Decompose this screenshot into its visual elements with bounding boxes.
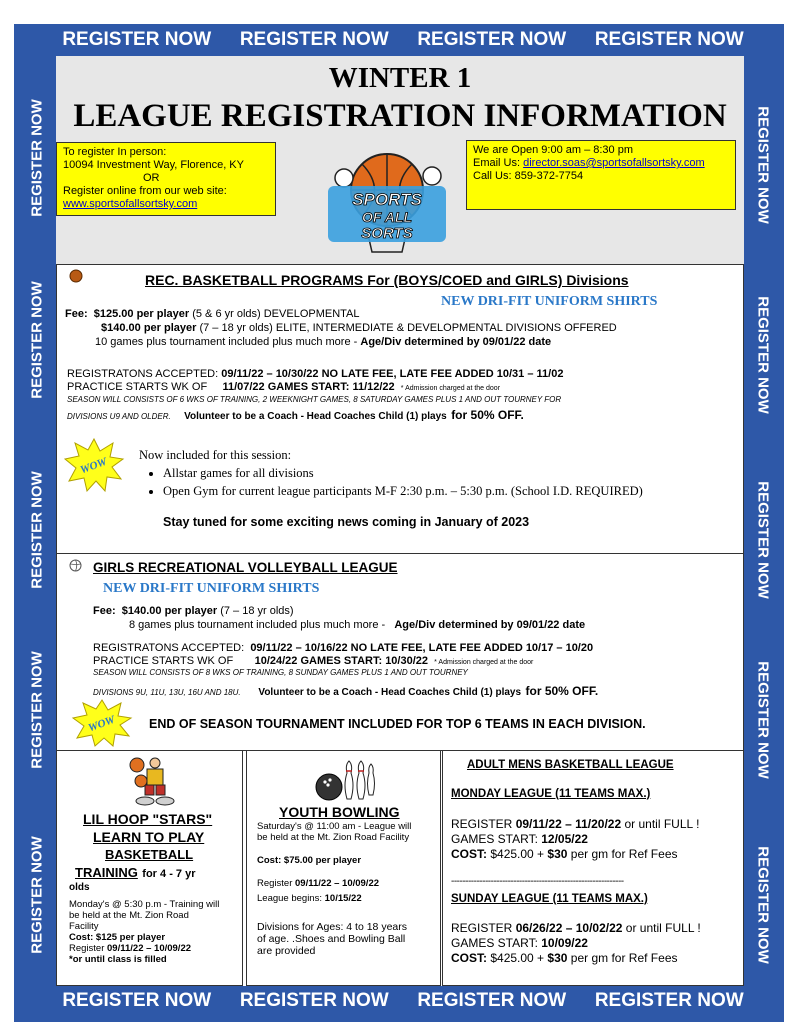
wow-burst-icon bbox=[63, 437, 125, 493]
volleyball-section bbox=[56, 553, 744, 751]
register-now-text: REGISTER NOW bbox=[754, 846, 772, 964]
monday-register-rest: or until FULL ! bbox=[624, 817, 700, 831]
monday-games-label: GAMES START: bbox=[451, 832, 538, 846]
reg-dates: 09/11/22 – 10/16/22 NO LATE FEE, LATE FEE ADDED 10/17 – 10/20 bbox=[250, 642, 594, 654]
title-line-2: LEAGUE REGISTRATION INFORMATION bbox=[73, 98, 727, 134]
fee-2-amount: $140.00 per player bbox=[101, 322, 197, 334]
fee-label: Fee: bbox=[93, 605, 116, 617]
register-now-text: REGISTER NOW bbox=[62, 990, 212, 1011]
volleyball-shirts: NEW DRI-FIT UNIFORM SHIRTS bbox=[103, 581, 320, 596]
fee-2-rest: (7 – 18 yr olds) ELITE, INTERMEDIATE & DEVELOPMENTAL DIVISIONS OFFERED bbox=[199, 322, 617, 334]
lil-hoop-ages-2: olds bbox=[69, 882, 90, 893]
lil-hoop-title-4-line bbox=[75, 864, 195, 882]
fee-label: Fee: bbox=[65, 308, 88, 320]
included-item: • Open Gym for current league participants M-F 2:30 p.m. – 5:30 p.m. (School I.D. REQUIRED) bbox=[163, 482, 643, 500]
register-now-text: REGISTER NOW bbox=[239, 29, 389, 50]
address: 10094 Investment Way, Florence, KY bbox=[63, 159, 244, 171]
flyer-body bbox=[56, 56, 744, 986]
games-note: 8 games plus tournament included plus much more - bbox=[129, 619, 386, 631]
basketball-shirts: NEW DRI-FIT UNIFORM SHIRTS bbox=[441, 294, 658, 309]
ref-rest: per gm for Ref Fees bbox=[570, 951, 678, 965]
cost-label: COST: bbox=[451, 847, 487, 861]
register-now-text: REGISTER NOW bbox=[754, 481, 772, 599]
register-now-text: REGISTER NOW bbox=[417, 29, 567, 50]
bowling-register-line bbox=[257, 878, 411, 889]
lil-hoop-register-dates: 09/11/22 – 10/09/22 bbox=[107, 943, 192, 954]
monday-cost-line bbox=[451, 847, 699, 862]
register-now-text: REGISTER NOW bbox=[28, 99, 46, 217]
cost-amount: $425.00 + bbox=[490, 847, 545, 861]
discount-text: for 50% OFF. bbox=[525, 684, 599, 698]
header bbox=[56, 56, 744, 266]
register-now-text: REGISTER NOW bbox=[594, 29, 744, 50]
practice-dates: 10/24/22 GAMES START: 10/30/22 bbox=[254, 655, 429, 667]
register-now-text: REGISTER NOW bbox=[28, 471, 46, 589]
in-person-line: To register In person: bbox=[63, 146, 167, 158]
reg-label: REGISTRATONS ACCEPTED: bbox=[67, 368, 219, 380]
volleyball-registration-line bbox=[93, 642, 593, 654]
included-intro: Now included for this session: bbox=[139, 448, 292, 462]
register-now-text: REGISTER NOW bbox=[594, 990, 744, 1011]
monday-register-dates: 09/11/22 – 11/20/22 bbox=[515, 817, 622, 831]
logo-text-1: SPORTS bbox=[352, 190, 422, 209]
cost-label: COST: bbox=[451, 951, 487, 965]
kid-basketball-icon bbox=[115, 755, 179, 807]
adult-divider: ------------------------------------------------------------- bbox=[451, 876, 624, 887]
phone-line bbox=[473, 170, 729, 183]
register-now-text: REGISTER NOW bbox=[417, 990, 567, 1011]
age-div: Age/Div determined by 09/01/22 date bbox=[394, 619, 586, 631]
monday-heading: MONDAY LEAGUE (11 TEAMS MAX.) bbox=[451, 788, 651, 800]
adult-league-box bbox=[442, 750, 744, 986]
call-label: Call Us: bbox=[473, 170, 512, 182]
register-now-text: REGISTER NOW bbox=[28, 651, 46, 769]
bowling-cost: Cost: $75.00 per player bbox=[257, 855, 362, 866]
email-link[interactable]: director.soas@sportsofallsortsky.com bbox=[523, 157, 705, 169]
reg-label: REGISTRATONS ACCEPTED: bbox=[93, 642, 245, 654]
lil-hoop-details bbox=[69, 899, 219, 965]
bowling-icon bbox=[309, 755, 377, 803]
season-line-2 bbox=[93, 682, 598, 700]
sunday-games-label: GAMES START: bbox=[451, 936, 538, 950]
register-now-text: REGISTER NOW bbox=[62, 29, 212, 50]
bowling-begins-date: 10/15/22 bbox=[324, 893, 362, 904]
stay-tuned: Stay tuned for some exciting news coming in January of 2023 bbox=[163, 515, 530, 529]
registration-line bbox=[67, 368, 563, 380]
lil-hoop-register-line bbox=[69, 943, 219, 954]
sunday-cost-line bbox=[451, 951, 701, 966]
sunday-games-date: 10/09/22 bbox=[541, 936, 588, 950]
bowling-begins-line bbox=[257, 893, 411, 904]
monday-register-line bbox=[451, 817, 699, 832]
included-list bbox=[141, 464, 643, 500]
lil-hoop-when-2: be held at the Mt. Zion Road bbox=[69, 910, 189, 921]
lil-hoop-when-1: Monday's @ 5:30 p.m - Training will bbox=[69, 899, 220, 910]
lil-hoop-register-label: Register bbox=[69, 943, 105, 954]
logo-text-3: SORTS bbox=[361, 225, 413, 242]
bowling-when-1: Saturday's @ 11:00 am - League will bbox=[257, 821, 412, 832]
hours: We are Open 9:00 am – 8:30 pm bbox=[473, 144, 633, 156]
lil-hoop-box bbox=[56, 750, 243, 986]
bowling-divisions-2: of age. .Shoes and Bowling Ball bbox=[257, 933, 406, 945]
fee-line-1 bbox=[65, 308, 360, 320]
admission-note: * Admission charged at the door bbox=[434, 659, 534, 666]
monday-games-date: 12/05/22 bbox=[541, 832, 588, 846]
volunteer-text: Volunteer to be a Coach - Head Coaches Child (1) plays bbox=[184, 411, 447, 422]
practice-dates: 11/07/22 GAMES START: 11/12/22 bbox=[222, 381, 395, 393]
fee-1-amount: $125.00 per player bbox=[93, 308, 190, 320]
basketball-section bbox=[56, 264, 744, 554]
lil-hoop-title-2: LEARN TO PLAY bbox=[93, 829, 205, 845]
lil-hoop-title-1: LIL HOOP "STARS" bbox=[83, 811, 213, 827]
discount-text: for 50% OFF. bbox=[451, 408, 524, 422]
register-now-text: REGISTER NOW bbox=[754, 296, 772, 414]
fee-line-2 bbox=[101, 322, 617, 334]
tournament-note: END OF SEASON TOURNAMENT INCLUDED FOR TOP 6 TEAMS IN EACH DIVISION. bbox=[149, 717, 646, 731]
season-line-2 bbox=[67, 406, 524, 424]
season-line-1: SEASON WILL CONSISTS OF 6 WKS OF TRAINING, 2 WEEKNIGHT GAMES, 8 SATURDAY GAMES PLUS 1 AND OUT TOURNEY FOR bbox=[67, 395, 562, 404]
sunday-games-line bbox=[451, 936, 701, 951]
title-line-1: WINTER 1 bbox=[328, 62, 472, 94]
register-now-text: REGISTER NOW bbox=[239, 990, 389, 1011]
season-text: DIVISIONS 9U, 11U, 13U, 16U AND 18U. bbox=[93, 688, 241, 697]
volleyball-heading: GIRLS RECREATIONAL VOLLEYBALL LEAGUE bbox=[93, 560, 398, 575]
sunday-details bbox=[451, 921, 701, 966]
bowling-divisions-3: are provided bbox=[257, 945, 316, 957]
lil-hoop-title-3: BASKETBALL bbox=[105, 847, 194, 862]
fee-1-rest: (5 & 6 yr olds) DEVELOPMENTAL bbox=[192, 308, 360, 320]
ref-amount: $30 bbox=[547, 951, 568, 965]
reg-dates: 09/11/22 – 10/30/22 NO LATE FEE, LATE FEE ADDED 10/31 – 11/02 bbox=[221, 368, 564, 380]
games-note: 10 games plus tournament included plus much more - bbox=[95, 336, 358, 348]
bowling-box bbox=[246, 750, 441, 986]
season-line-1: SEASON WILL CONSISTS OF 8 WKS OF TRAINING, 8 SUNDAY GAMES PLUS 1 AND OUT TOURNEY bbox=[93, 668, 468, 677]
age-div: Age/Div determined by 09/01/22 date bbox=[360, 336, 552, 348]
adult-title: ADULT MENS BASKETBALL LEAGUE bbox=[467, 759, 674, 771]
sunday-register-line bbox=[451, 921, 701, 936]
wow-text: WOW bbox=[78, 455, 109, 477]
volleyball-games-line bbox=[129, 619, 585, 631]
lil-hoop-until: *or until class is filled bbox=[69, 954, 167, 965]
register-now-text: REGISTER NOW bbox=[754, 106, 772, 224]
basketball-icon bbox=[69, 269, 83, 283]
monday-games-line bbox=[451, 832, 699, 847]
fee-amount: $140.00 per player bbox=[121, 605, 218, 617]
sunday-register-dates: 06/26/22 – 10/02/22 bbox=[515, 921, 623, 935]
register-now-text: REGISTER NOW bbox=[28, 281, 46, 399]
top-register-band bbox=[48, 29, 758, 51]
right-register-band bbox=[746, 0, 780, 1030]
lil-hoop-ages: for 4 - 7 yr bbox=[142, 868, 196, 880]
email-line bbox=[473, 157, 729, 170]
lil-hoop-title-4: TRAINING bbox=[75, 865, 138, 880]
bottom-register-band bbox=[48, 990, 758, 1012]
logo-text-2: OF ALL bbox=[361, 209, 413, 225]
fee-rest: (7 – 18 yr olds) bbox=[220, 605, 294, 617]
included-item: • Allstar games for all divisions bbox=[163, 464, 643, 482]
admission-note: * Admission charged at the door bbox=[400, 385, 501, 392]
practice-label: PRACTICE STARTS WK OF bbox=[67, 381, 208, 393]
bowling-register-label: Register bbox=[257, 878, 293, 889]
volleyball-practice-line bbox=[93, 655, 533, 667]
bowling-when-2: be held at the Mt. Zion Road Facility bbox=[257, 832, 410, 843]
sports-logo bbox=[322, 148, 452, 260]
sunday-register-label: REGISTER bbox=[451, 921, 513, 935]
lil-hoop-cost: Cost: $125 per player bbox=[69, 932, 166, 943]
monday-register-label: REGISTER bbox=[451, 817, 513, 831]
register-now-text: REGISTER NOW bbox=[28, 836, 46, 954]
practice-label: PRACTICE STARTS WK OF bbox=[93, 655, 234, 667]
volleyball-fee-line bbox=[93, 605, 294, 617]
online-line: Register online from our web site: bbox=[63, 185, 227, 197]
website-link[interactable]: www.sportsofallsortsky.com bbox=[63, 198, 198, 210]
bowling-details bbox=[257, 821, 411, 904]
lil-hoop-when-3: Facility bbox=[69, 921, 99, 932]
in-person-box bbox=[56, 142, 276, 216]
bowling-divisions-1: Divisions for Ages: 4 to 18 years bbox=[257, 921, 407, 933]
left-register-band bbox=[20, 0, 54, 1030]
phone-number: 859-372-7754 bbox=[514, 170, 584, 182]
basketball-heading: REC. BASKETBALL PROGRAMS For (BOYS/COED and GIRLS) Divisions bbox=[145, 272, 629, 288]
games-line bbox=[95, 336, 551, 348]
volleyball-icon bbox=[69, 559, 82, 572]
practice-line bbox=[67, 381, 500, 393]
cost-amount: $425.00 + bbox=[490, 951, 545, 965]
bowling-title: YOUTH BOWLING bbox=[279, 804, 400, 820]
volunteer-text: Volunteer to be a Coach - Head Coaches Child (1) plays bbox=[258, 687, 522, 698]
monday-details bbox=[451, 817, 699, 862]
or-text: OR bbox=[143, 172, 160, 184]
contact-box bbox=[466, 140, 736, 210]
wow-burst-icon bbox=[71, 698, 133, 748]
ref-amount: $30 bbox=[547, 847, 568, 861]
sunday-register-rest: or until FULL ! bbox=[625, 921, 701, 935]
ref-rest: per gm for Ref Fees bbox=[570, 847, 678, 861]
bowling-divisions bbox=[257, 921, 407, 957]
register-now-text: REGISTER NOW bbox=[754, 661, 772, 779]
sunday-heading: SUNDAY LEAGUE (11 TEAMS MAX.) bbox=[451, 893, 648, 905]
email-label: Email Us: bbox=[473, 157, 521, 169]
bowling-begins-label: League begins: bbox=[257, 893, 322, 904]
bowling-register-dates: 09/11/22 – 10/09/22 bbox=[295, 878, 380, 889]
wow-text: WOW bbox=[86, 713, 117, 735]
season-text: DIVISIONS U9 AND OLDER. bbox=[67, 412, 171, 421]
